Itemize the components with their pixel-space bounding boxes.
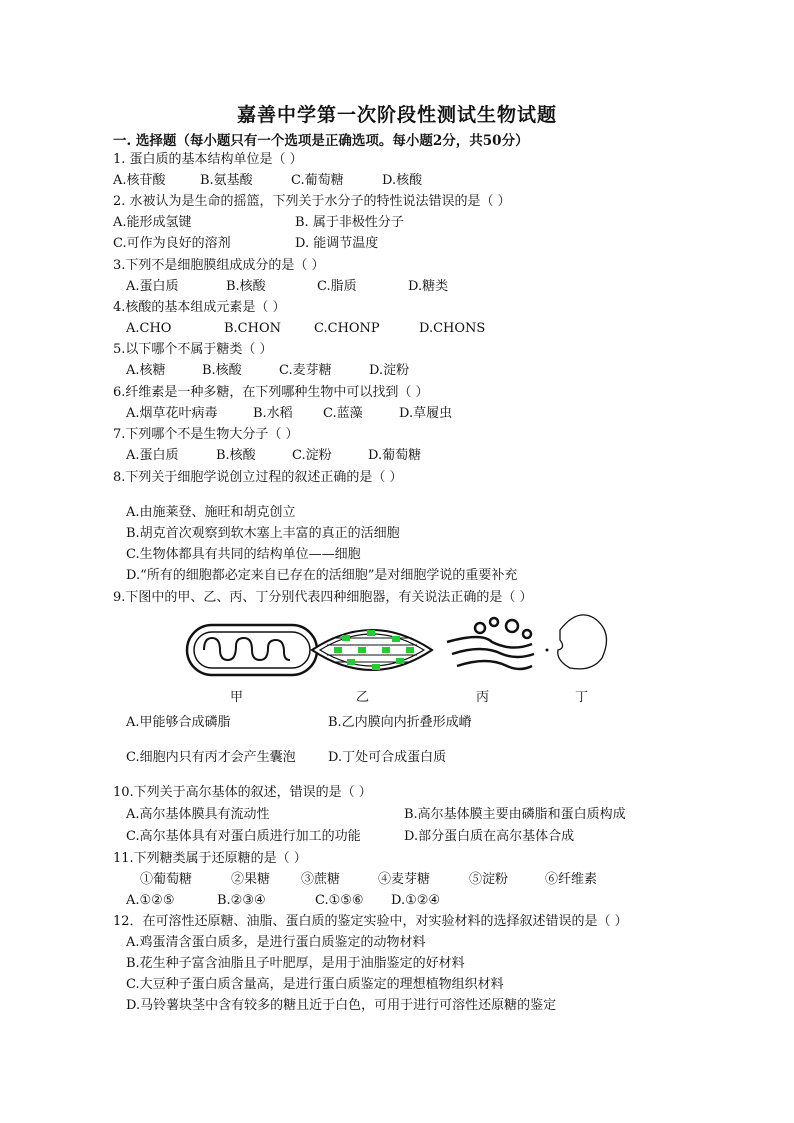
figure-label-yi: 乙 <box>356 690 370 705</box>
question-9-options-row2 <box>126 750 446 766</box>
option-a: A.CHO <box>126 321 172 336</box>
option-d: D.部分蛋白质在高尔基体合成 <box>404 829 575 844</box>
chloroplast-figure <box>312 630 432 670</box>
option-c: C.细胞内只有丙才会产生囊泡 <box>126 750 296 765</box>
question-2-options-row2 <box>113 236 378 252</box>
question-8-option-d: D.“所有的细胞都必定来自已存在的活细胞”是对细胞学说的重要补充 <box>126 568 518 583</box>
option-b: B.乙内膜向内折叠形成嵴 <box>328 715 472 730</box>
option-b: B. 属于非极性分子 <box>295 215 404 230</box>
question-5-options <box>126 363 409 379</box>
option-d: D.草履虫 <box>399 406 453 421</box>
option-d: D.葡萄糖 <box>368 448 422 463</box>
item-3: ③蔗糖 <box>301 872 341 887</box>
question-3-stem: 3.下列不是细胞膜组成成分的是（ ） <box>113 258 325 273</box>
option-a: A.核糖 <box>126 363 166 378</box>
item-1: ①葡萄糖 <box>140 872 193 887</box>
option-d: D.丁处可合成蛋白质 <box>328 750 447 765</box>
option-c: C.可作为良好的溶剂 <box>113 236 231 251</box>
question-1-options <box>113 173 422 189</box>
option-b: B.核酸 <box>216 448 256 463</box>
question-12-option-b: B.花生种子富含油脂且子叶肥厚，是用于油脂鉴定的好材料 <box>126 956 465 971</box>
option-d: D.淀粉 <box>369 363 410 378</box>
question-11-items <box>140 872 597 888</box>
option-c: C.脂质 <box>317 279 357 294</box>
option-a: A.烟草花叶病毒 <box>126 406 218 421</box>
option-c: C.淀粉 <box>292 448 332 463</box>
option-a: A.高尔基体膜具有流动性 <box>126 807 270 822</box>
option-a: A.甲能够合成磷脂 <box>126 715 231 730</box>
page-title: 嘉善中学第一次阶段性测试生物试题 <box>236 104 557 126</box>
figure-label-ding: 丁 <box>575 690 589 705</box>
section-heading: 一. 选择题（每小题只有一个选项是正确选项。每小题2分，共50分） <box>113 133 529 149</box>
option-c: C.CHONP <box>314 321 380 336</box>
figure-label-jia: 甲 <box>230 690 244 705</box>
option-a: A.①②⑤ <box>126 893 175 908</box>
option-d: D. 能调节温度 <box>295 236 379 251</box>
option-d: D.CHONS <box>419 321 486 336</box>
question-8-option-b: B.胡克首次观察到软木塞上丰富的真正的活细胞 <box>126 526 400 541</box>
option-d: D.核酸 <box>382 173 423 188</box>
item-4: ④麦芽糖 <box>378 872 431 887</box>
question-4-options <box>126 321 485 337</box>
question-1-stem: 1. 蛋白质的基本结构单位是（ ） <box>113 152 303 167</box>
option-c: C.葡萄糖 <box>291 173 344 188</box>
question-9-stem: 9.下图中的甲、乙、丙、丁分别代表四种细胞器，有关说法正确的是（ ） <box>113 590 533 605</box>
question-6-stem: 6.纤维素是一种多糖，在下列哪种生物中可以找到（ ） <box>113 385 429 400</box>
option-b: B.②③④ <box>217 893 266 908</box>
question-10-options-row1 <box>126 807 626 823</box>
question-6-options <box>126 406 452 422</box>
question-11-stem: 11.下列糖类属于还原糖的是（ ） <box>113 851 307 866</box>
option-a: A.能形成氢键 <box>113 215 192 230</box>
item-6: ⑥纤维素 <box>545 872 598 887</box>
question-2-stem: 2. 水被认为是生命的摇篮，下列关于水分子的特性说法错误的是（ ） <box>113 194 511 209</box>
question-12-option-a: A.鸡蛋清含蛋白质多，是进行蛋白质鉴定的动物材料 <box>126 935 426 950</box>
question-5-stem: 5.以下哪个不属于糖类（ ） <box>113 342 273 357</box>
question-9-options-row1 <box>126 715 472 731</box>
option-d: D.糖类 <box>408 279 449 294</box>
item-5: ⑤淀粉 <box>469 872 509 887</box>
option-c: C.①⑤⑥ <box>315 893 364 908</box>
question-8-option-c: C.生物体都具有共同的结构单位——细胞 <box>126 547 361 562</box>
question-10-stem: 10.下列关于高尔基体的叙述，错误的是（ ） <box>113 785 372 800</box>
question-7-options <box>126 448 421 464</box>
option-b: B.核酸 <box>226 279 266 294</box>
option-b: B.水稻 <box>253 406 293 421</box>
figure-label-bing: 丙 <box>476 690 490 705</box>
question-12-option-c: C.大豆种子蛋白质含量高，是进行蛋白质鉴定的理想植物组织材料 <box>126 977 504 992</box>
option-b: B.CHON <box>224 321 282 336</box>
golgi-figure <box>447 618 534 669</box>
item-2: ②果糖 <box>231 872 271 887</box>
question-11-options <box>126 893 440 909</box>
question-3-options <box>126 279 448 295</box>
question-2-options-row1 <box>113 215 404 231</box>
question-12-option-d: D.马铃薯块茎中含有较多的糖且近于白色，可用于进行可溶性还原糖的鉴定 <box>126 998 557 1013</box>
option-b: B.氨基酸 <box>200 173 253 188</box>
question-8-option-a: A.由施莱登、施旺和胡克创立 <box>126 505 296 520</box>
option-b: B.高尔基体膜主要由磷脂和蛋白质构成 <box>404 807 626 822</box>
option-d: D.①②④ <box>391 893 441 908</box>
option-a: A.蛋白质 <box>126 448 179 463</box>
option-b: B.核酸 <box>202 363 242 378</box>
option-a: A.核苷酸 <box>113 173 166 188</box>
question-12-stem: 12．在可溶性还原糖、油脂、蛋白质的鉴定实验中，对实验材料的选择叙述错误的是（ ） <box>113 914 628 929</box>
organelle-figure <box>182 610 612 720</box>
option-a: A.蛋白质 <box>126 279 179 294</box>
question-8-stem: 8.下列关于细胞学说创立过程的叙述正确的是（ ） <box>113 470 403 485</box>
option-c: C.麦芽糖 <box>279 363 332 378</box>
question-10-options-row2 <box>126 829 574 845</box>
organelle-ding-figure <box>558 615 607 669</box>
question-7-stem: 7.下列哪个不是生物大分子（ ） <box>113 427 299 442</box>
option-c: C.高尔基体具有对蛋白质进行加工的功能 <box>126 829 361 844</box>
question-4-stem: 4.核酸的基本组成元素是（ ） <box>113 300 286 315</box>
option-c: C.蓝藻 <box>323 406 363 421</box>
mitochondrion-figure <box>187 625 317 675</box>
